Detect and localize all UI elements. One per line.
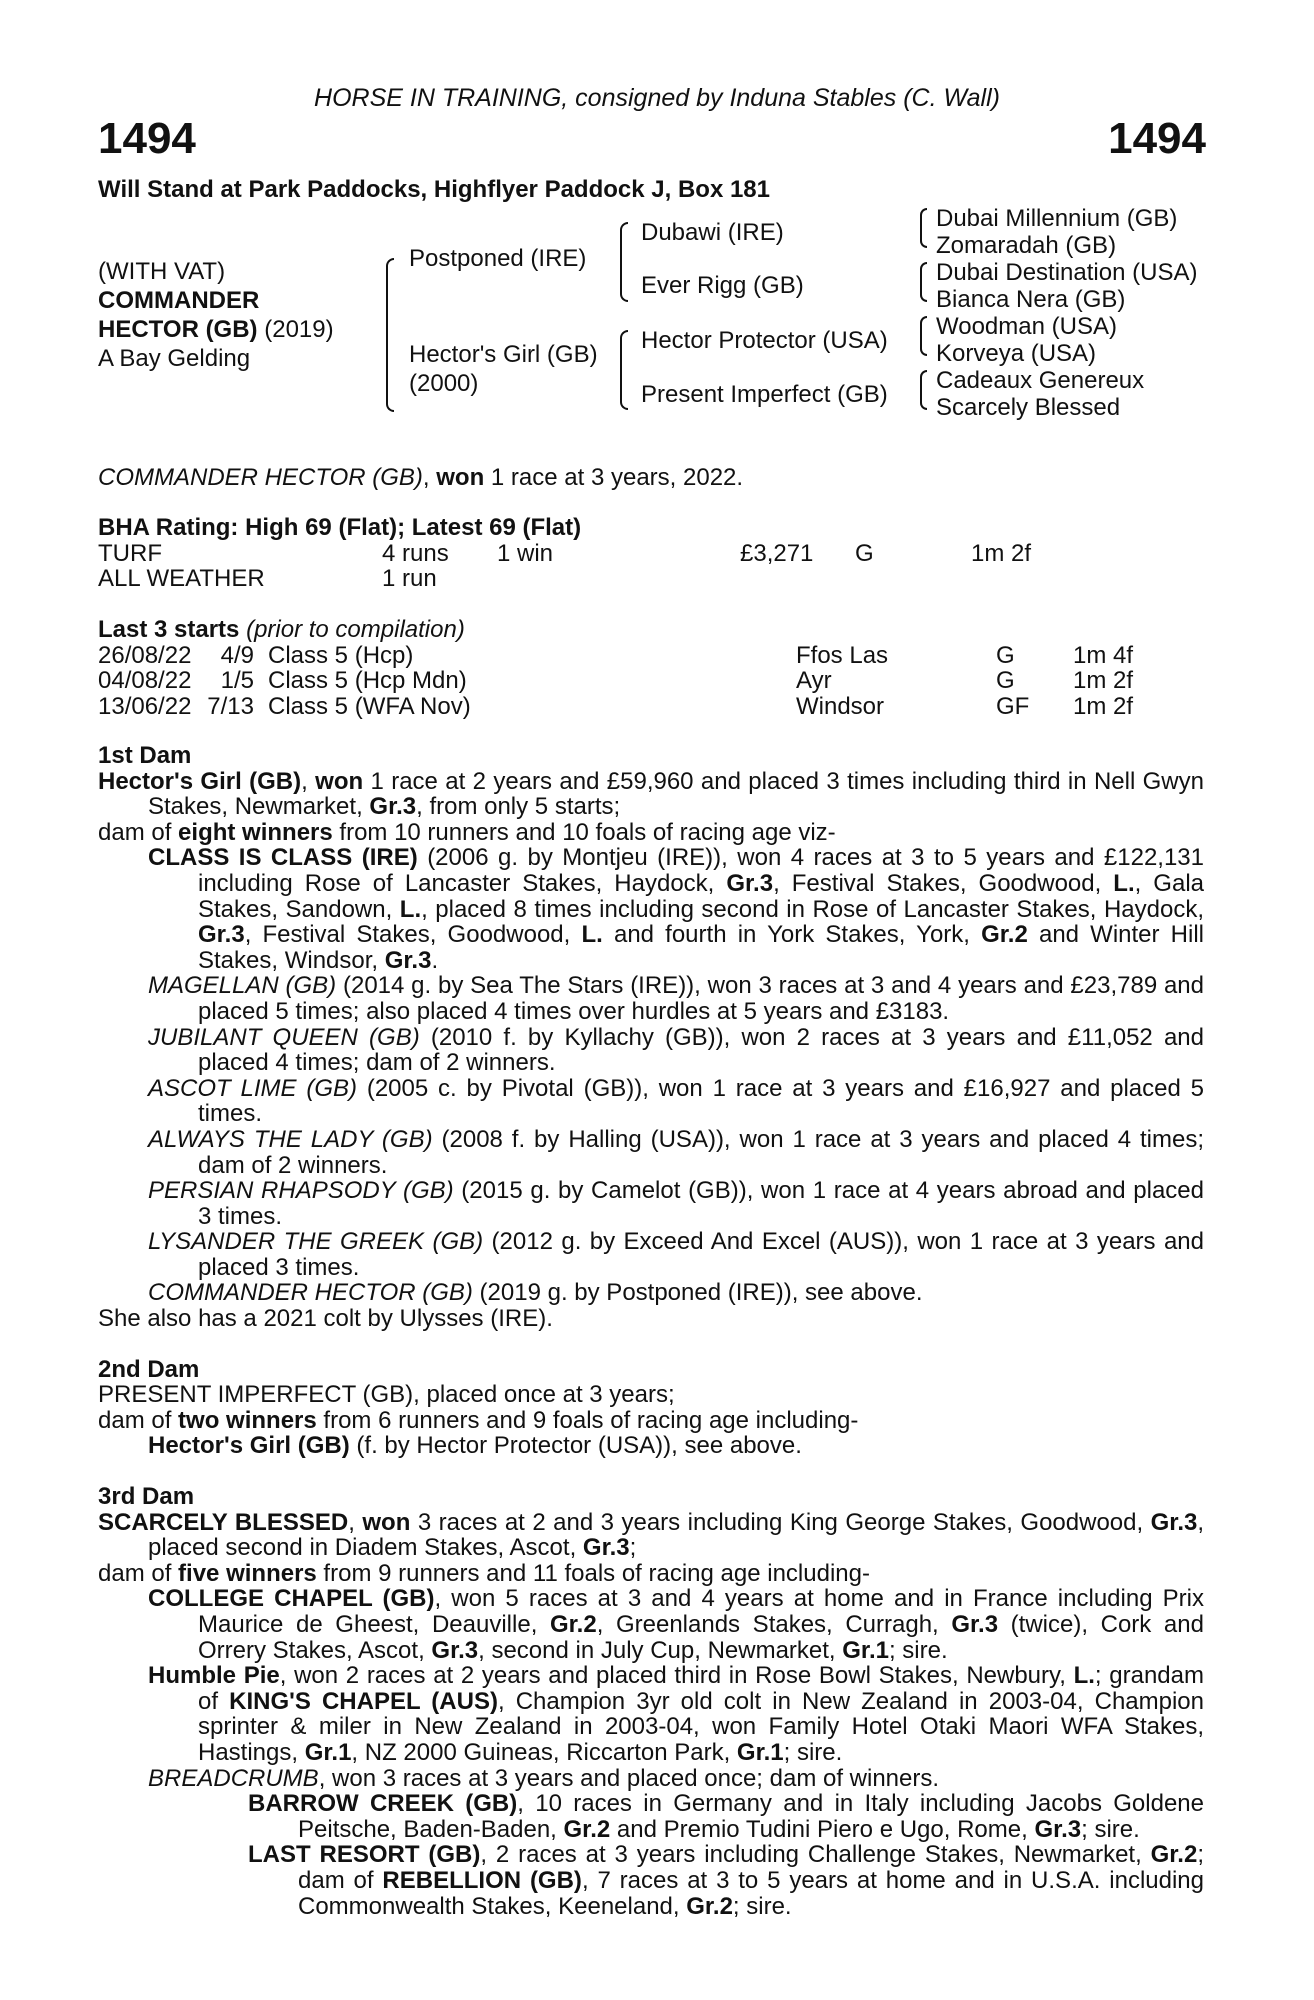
family-section (98, 743, 1204, 1919)
start-distance: 1m 2f (1073, 692, 1134, 720)
start-date: 26/08/22 (98, 641, 192, 669)
start-course: Windsor (796, 692, 885, 720)
produce-text: , won 2 races at 2 years and placed third in Rose Bowl Stakes, Newbury, (279, 1662, 1074, 1690)
sire-dam: Ever Rigg (GB) (641, 272, 804, 299)
produce-text: , placed 8 times including second in Rose of Lancaster Stakes, Haydock, (421, 895, 1204, 923)
produce-text: ; sire. (1081, 1815, 1140, 1843)
produce-text: , won 5 races at 3 and 4 years at home and in France including Prix Maurice de Gheest, Deauville, (198, 1585, 1204, 1638)
second-dam-produce-line (98, 1408, 1204, 1434)
winners-count: eight winners (178, 818, 333, 846)
rating-surface: TURF (98, 539, 162, 567)
rating-runs: 4 runs (382, 539, 449, 567)
third-dam-won: won (362, 1508, 411, 1536)
winners-count: five winners (178, 1559, 317, 1587)
produce-text: (2008 f. by Halling (USA)), won 1 race at 3 years and placed 4 times; dam of 2 winners. (198, 1125, 1204, 1179)
produce-text: (2006 g. by Montjeu (IRE)), won 4 races at 3 to 5 years and £122,131 including Rose of Lancaster Stakes, Haydock, (198, 844, 1205, 897)
start-row (98, 668, 1133, 694)
dam-of-text: dam of (98, 1406, 179, 1434)
produce-text: , won 3 races at 3 years and placed once; dam of winners. (318, 1764, 940, 1792)
stand-location: Will Stand at Park Paddocks, Highflyer Paddock J, Box 181 (98, 176, 770, 203)
produce-entry (98, 1025, 1204, 1076)
rating-table (98, 541, 1031, 592)
first-dam-text: 1 race at 2 years and £59,960 and placed 3 times including third in Nell Gwyn Stakes, Newmarket, (148, 767, 1204, 821)
produce-entry (98, 1178, 1204, 1229)
last-starts-note: (prior to compilation) (246, 616, 465, 643)
third-dam-heading: 3rd Dam (98, 1483, 195, 1511)
start-course: Ffos Las (796, 641, 889, 669)
produce-name: ALWAYS THE LADY (GB) (148, 1125, 433, 1153)
start-course: Ayr (796, 667, 832, 695)
produce-text: ; sire. (783, 1738, 843, 1766)
vat-note: (WITH VAT) (98, 258, 226, 285)
foaled-year: (2019) (264, 316, 334, 343)
rating-going (855, 566, 971, 592)
rating-distance (971, 566, 1031, 592)
grandsire-5: Woodman (USA) (936, 313, 1117, 340)
start-position: 4/9 (220, 641, 254, 669)
consignment-line: HORSE IN TRAINING, consigned by Induna Stables (C. Wall) (314, 84, 1000, 112)
produce-entry (98, 1229, 1204, 1280)
produce-name: BREADCRUMB (148, 1764, 319, 1792)
start-row (98, 643, 1133, 669)
produce-text: , Festival Stakes, Goodwood, (244, 921, 582, 949)
horse-name-line2: HECTOR (GB) (98, 316, 258, 343)
grandchild-name: KING'S CHAPEL (AUS) (229, 1687, 498, 1715)
dam-of-text: from 6 runners and 9 foals of racing age including- (316, 1406, 859, 1434)
listed-label: L. (399, 895, 422, 923)
pedigree-brace-g1 (920, 208, 927, 248)
granddam-8: Scarcely Blessed (936, 394, 1121, 421)
produce-text: , second in July Cup, Newmarket, (478, 1636, 843, 1664)
first-dam-heading: 1st Dam (98, 742, 192, 769)
rating-block (98, 515, 1031, 592)
grade-label: Gr.3 (198, 921, 245, 949)
start-race: Class 5 (WFA Nov) (268, 692, 471, 720)
start-race: Class 5 (Hcp) (268, 641, 414, 669)
grade-label: Gr.2 (549, 1611, 597, 1638)
produce-text: and Winter Hill Stakes, Windsor, (198, 921, 1205, 974)
grade-label: Gr.3 (582, 1534, 630, 1562)
pedigree-brace-main (386, 258, 394, 412)
produce-text: , NZ 2000 Guineas, Riccarton Park, (351, 1738, 737, 1766)
second-dam-line: PRESENT IMPERFECT (GB), placed once at 3 years; (98, 1381, 675, 1409)
winners-count: two winners (178, 1406, 317, 1434)
grandproduce-entry (98, 1791, 1204, 1842)
produce-text: (2010 f. by Kyllachy (GB)), won 2 races at 3 years and £11,052 and placed 4 times; dam of 2 winners. (198, 1023, 1204, 1077)
start-distance: 1m 4f (1073, 641, 1134, 669)
pedigree-brace-g4 (920, 370, 927, 410)
dam-of-text: dam of (98, 818, 179, 846)
produce-text: , 7 races at 3 to 5 years at home and in U.S.A. including Commonwealth Stakes, Keeneland, (298, 1866, 1204, 1920)
grade-label: Gr.1 (304, 1738, 352, 1766)
lot-number-right: 1494 (1108, 114, 1206, 163)
grade-label: Gr.3 (431, 1636, 479, 1664)
dam-year: (2000) (409, 370, 479, 397)
last-starts-heading: Last 3 starts (98, 616, 240, 643)
listed-label: L. (1073, 1662, 1095, 1690)
granddam-6: Korveya (USA) (936, 340, 1097, 367)
produce-text: , Festival Stakes, Goodwood, (773, 869, 1114, 897)
first-dam-text: , from only 5 starts; (416, 793, 621, 821)
third-dam-text: ; (629, 1534, 637, 1562)
produce-text: (2015 g. by Camelot (GB)), won 1 race at 4 years abroad and placed 3 times. (198, 1177, 1204, 1230)
start-position: 1/5 (220, 667, 254, 695)
produce-text: (2019 g. by Postponed (IRE)), see above. (472, 1279, 923, 1307)
horse-name-line1: COMMANDER (98, 287, 260, 314)
produce-name: CLASS IS CLASS (IRE) (148, 844, 418, 872)
third-dam-text: 3 races at 2 and 3 years including King George Stakes, Goodwood, (410, 1508, 1151, 1536)
produce-text: , Champion 3yr old colt in New Zealand in 2003-04, Champion sprinter & miler in New Zealand in 2003-04, won Family Hotel Otaki Maori WFA Stakes, Hastings, (198, 1687, 1205, 1766)
summary-won: won (436, 464, 485, 491)
rating-wins (497, 566, 740, 592)
dam-of-text: from 9 runners and 11 foals of racing age including- (316, 1559, 870, 1587)
grade-label: Gr.3 (384, 946, 432, 974)
produce-entry (98, 1586, 1204, 1663)
grandsire-7: Cadeaux Genereux (936, 367, 1145, 394)
first-dam-produce-line (98, 820, 1204, 846)
pedigree-brace-g3 (920, 316, 927, 356)
produce-name: ASCOT LIME (GB) (148, 1074, 358, 1102)
first-dam-also-note: She also has a 2021 colt by Ulysses (IRE). (98, 1305, 553, 1333)
listed-label: L. (1113, 869, 1135, 897)
second-dam-heading: 2nd Dam (98, 1355, 200, 1383)
produce-text: ; sire. (732, 1892, 792, 1920)
start-going: G (996, 641, 1015, 669)
dam-dam: Present Imperfect (GB) (641, 381, 888, 408)
rating-prize: £3,271 (740, 539, 814, 567)
pedigree-brace-g2 (920, 262, 927, 302)
rating-heading: BHA Rating: High 69 (Flat); Latest 69 (Flat) (98, 514, 582, 541)
produce-text: (2012 g. by Exceed And Excel (AUS)), won 1 race at 3 years and placed 3 times. (198, 1228, 1205, 1281)
rating-going: G (855, 539, 874, 567)
grade-label: Gr.3 (1034, 1815, 1082, 1843)
dam-of-text: from 10 runners and 10 foals of racing age viz- (332, 818, 836, 846)
grade-label: Gr.3 (1150, 1508, 1198, 1536)
rating-row (98, 541, 1031, 567)
race-summary: COMMANDER HECTOR (GB), won 1 race at 3 years, 2022. (98, 464, 744, 491)
produce-entry (98, 1076, 1204, 1127)
produce-text: , 10 races in Germany and in Italy including Jacobs Goldene Peitsche, Baden-Baden, (298, 1790, 1205, 1843)
granddam-2: Zomaradah (GB) (936, 232, 1117, 259)
lot-number-left: 1494 (98, 114, 196, 163)
grade-label: Gr.3 (951, 1611, 999, 1638)
grandsire-1: Dubai Millennium (GB) (936, 205, 1178, 232)
start-date: 04/08/22 (98, 667, 192, 695)
first-dam-name: Hector's Girl (GB) (98, 767, 302, 795)
produce-text: , Greenlands Stakes, Curragh, (596, 1611, 952, 1638)
start-row (98, 694, 1133, 720)
rating-surface: ALL WEATHER (98, 565, 265, 593)
produce-text: , 2 races at 3 years including Challenge Stakes, Newmarket, (480, 1841, 1151, 1869)
grandproduce-entry (98, 1842, 1204, 1919)
produce-name: COLLEGE CHAPEL (GB) (148, 1585, 435, 1613)
sire-sire: Dubawi (IRE) (641, 219, 784, 246)
produce-entry (98, 1280, 1204, 1306)
section-gap (98, 1332, 1204, 1357)
dam: Hector's Girl (GB) (409, 341, 598, 368)
start-going: G (996, 667, 1015, 695)
grade-label: Gr.2 (563, 1815, 611, 1843)
rating-distance: 1m 2f (971, 539, 1032, 567)
produce-entry (98, 1127, 1204, 1178)
last-starts-block (98, 617, 1133, 719)
produce-name: Hector's Girl (GB) (148, 1432, 350, 1460)
produce-text: . (431, 946, 439, 974)
produce-text: ; dam of (298, 1841, 1204, 1894)
produce-text: and fourth in York Stakes, York, (602, 921, 982, 949)
rating-prize (740, 566, 855, 592)
produce-text: ; grandam of (198, 1662, 1204, 1715)
start-race: Class 5 (Hcp Mdn) (268, 667, 467, 695)
produce-entry (98, 845, 1204, 973)
produce-name: MAGELLAN (GB) (148, 972, 337, 1000)
grade-label: Gr.3 (369, 793, 417, 821)
grandchild-name: REBELLION (GB) (382, 1866, 582, 1894)
grade-label: Gr.1 (842, 1636, 889, 1664)
horse-description: A Bay Gelding (98, 345, 251, 372)
separator: , (348, 1508, 363, 1536)
produce-text: (twice), Cork and Orrery Stakes, Ascot, (198, 1611, 1204, 1664)
horse-block (98, 257, 334, 373)
produce-text: , Gala Stakes, Sandown, (198, 869, 1205, 923)
rating-wins: 1 win (497, 539, 554, 567)
start-date: 13/06/22 (98, 692, 192, 720)
rating-row (98, 566, 1031, 592)
summary-text: 1 race at 3 years, 2022. (484, 464, 744, 491)
third-dam-produce-line (98, 1561, 1204, 1587)
start-going: GF (996, 692, 1030, 720)
first-dam-paragraph: Hector's Girl (GB), won 1 race at 2 years and £59,960 and placed 3 times including third in Nell Gwyn Stakes, Newmarket, Gr.3, from only 5 starts; (98, 767, 1204, 821)
grade-label: Gr.2 (686, 1892, 733, 1920)
grandsire-3: Dubai Destination (USA) (936, 259, 1198, 286)
produce-name: JUBILANT QUEEN (GB) (148, 1023, 420, 1051)
produce-entry (98, 1766, 1204, 1792)
first-dam-won: won (315, 767, 364, 795)
third-dam-name: SCARCELY BLESSED (98, 1508, 349, 1536)
produce-entry (98, 1433, 1204, 1459)
produce-text: (f. by Hector Protector (USA)), see above. (349, 1432, 802, 1460)
dam-sire: Hector Protector (USA) (641, 327, 888, 354)
grandproduce-name: LAST RESORT (GB) (248, 1841, 481, 1869)
produce-text: and Premio Tudini Piero e Ugo, Rome, (610, 1815, 1035, 1843)
produce-entry (98, 973, 1204, 1024)
pedigree-brace-dam (620, 330, 628, 410)
pedigree-brace-sire (620, 222, 628, 302)
dam-of-text: dam of (98, 1559, 179, 1587)
rating-runs: 1 run (382, 565, 437, 593)
start-position: 7/13 (207, 692, 254, 720)
listed-label: L. (581, 921, 603, 949)
grandproduce-name: BARROW CREEK (GB) (248, 1790, 518, 1818)
produce-name: COMMANDER HECTOR (GB) (148, 1279, 473, 1307)
last-starts-table (98, 643, 1133, 720)
produce-name: PERSIAN RHAPSODY (GB) (148, 1177, 454, 1205)
grade-label: Gr.1 (736, 1738, 784, 1766)
produce-text: ; sire. (888, 1636, 948, 1664)
produce-text: (2014 g. by Sea The Stars (IRE)), won 3 races at 3 and 4 years and £23,789 and placed 5 times; also placed 4 times over hurdles at 5 years and £3183. (198, 972, 1205, 1025)
sire: Postponed (IRE) (409, 245, 587, 272)
grade-label: Gr.3 (726, 869, 774, 897)
produce-text: (2005 c. by Pivotal (GB)), won 1 race at 3 years and £16,927 and placed 5 times. (198, 1074, 1205, 1128)
produce-name: LYSANDER THE GREEK (GB) (148, 1228, 484, 1256)
third-dam-text: , placed second in Diadem Stakes, Ascot, (148, 1508, 1205, 1562)
produce-name: Humble Pie (148, 1662, 280, 1690)
summary-horse-name: COMMANDER HECTOR (GB) (98, 464, 423, 491)
grade-label: Gr.2 (981, 921, 1028, 949)
granddam-4: Bianca Nera (GB) (936, 286, 1126, 313)
section-gap (98, 1459, 1204, 1484)
produce-entry (98, 1663, 1204, 1765)
start-distance: 1m 2f (1073, 667, 1134, 695)
third-dam-paragraph (98, 1510, 1204, 1561)
grade-label: Gr.2 (1150, 1841, 1198, 1869)
